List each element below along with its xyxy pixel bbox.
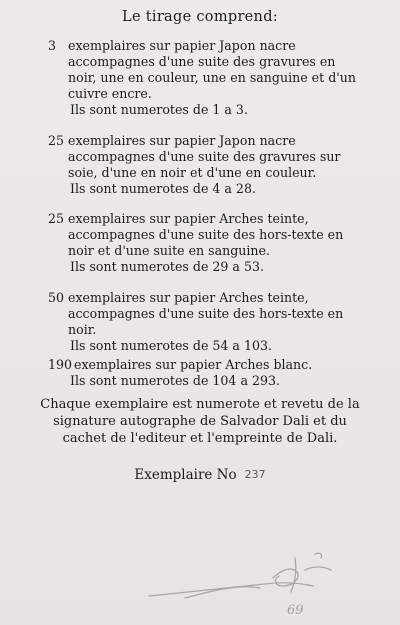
entry-numbering: Ils sont numerotes de 4 a 28. — [70, 181, 256, 196]
signature-statement: Chaque exemplaire est numerote et revetu de la signature autographe de Salvador Dali et du cachet de l'editeur et l'empreinte de Dali. — [40, 397, 360, 446]
entry-quantity: 25 — [48, 133, 65, 148]
dali-signature — [145, 548, 345, 620]
edition-entry-4 — [48, 290, 360, 354]
entry-description: exemplaires sur papier Arches teinte, accompagnes d'une suite des hors-texte en noir. — [68, 290, 344, 337]
entry-quantity: 25 — [48, 211, 65, 226]
entry-description: exemplaires sur papier Arches teinte, accompagnes d'une suite des hors-texte en noir et d'une suite en sanguine. — [68, 211, 344, 258]
edition-entry-3 — [48, 211, 360, 275]
exemplaire-label: Exemplaire No — [134, 467, 237, 483]
entry-numbering: Ils sont numerotes de 29 a 53. — [70, 259, 264, 274]
entry-description: exemplaires sur papier Japon nacre accompagnes d'une suite des gravures en noir, une en couleur, une en sanguine et d'un cuivre encre. — [68, 38, 356, 101]
entry-description: exemplaires sur papier Japon nacre accompagnes d'une suite des gravures sur soie, d'une en noir et d'une en couleur. — [68, 133, 341, 180]
edition-entry-2 — [48, 133, 360, 197]
signature-text: Dali — [145, 548, 148, 549]
entry-description: exemplaires sur papier Arches blanc. — [74, 357, 313, 372]
entry-numbering: Ils sont numerotes de 1 a 3. — [70, 102, 248, 117]
signature-annotation: 69 — [287, 603, 304, 618]
entry-quantity: 50 — [48, 290, 65, 305]
exemplaire-line — [0, 467, 400, 483]
page-title: Le tirage comprend: — [122, 9, 278, 25]
exemplaire-number: 237 — [244, 468, 266, 481]
entry-numbering: Ils sont numerotes de 54 a 103. — [70, 338, 272, 353]
entry-quantity: 3 — [48, 38, 57, 53]
entry-numbering: Ils sont numerotes de 104 a 293. — [70, 373, 280, 388]
entry-quantity: 190 — [48, 357, 73, 372]
edition-entry-5 — [48, 357, 360, 389]
edition-entry-1 — [48, 38, 360, 118]
